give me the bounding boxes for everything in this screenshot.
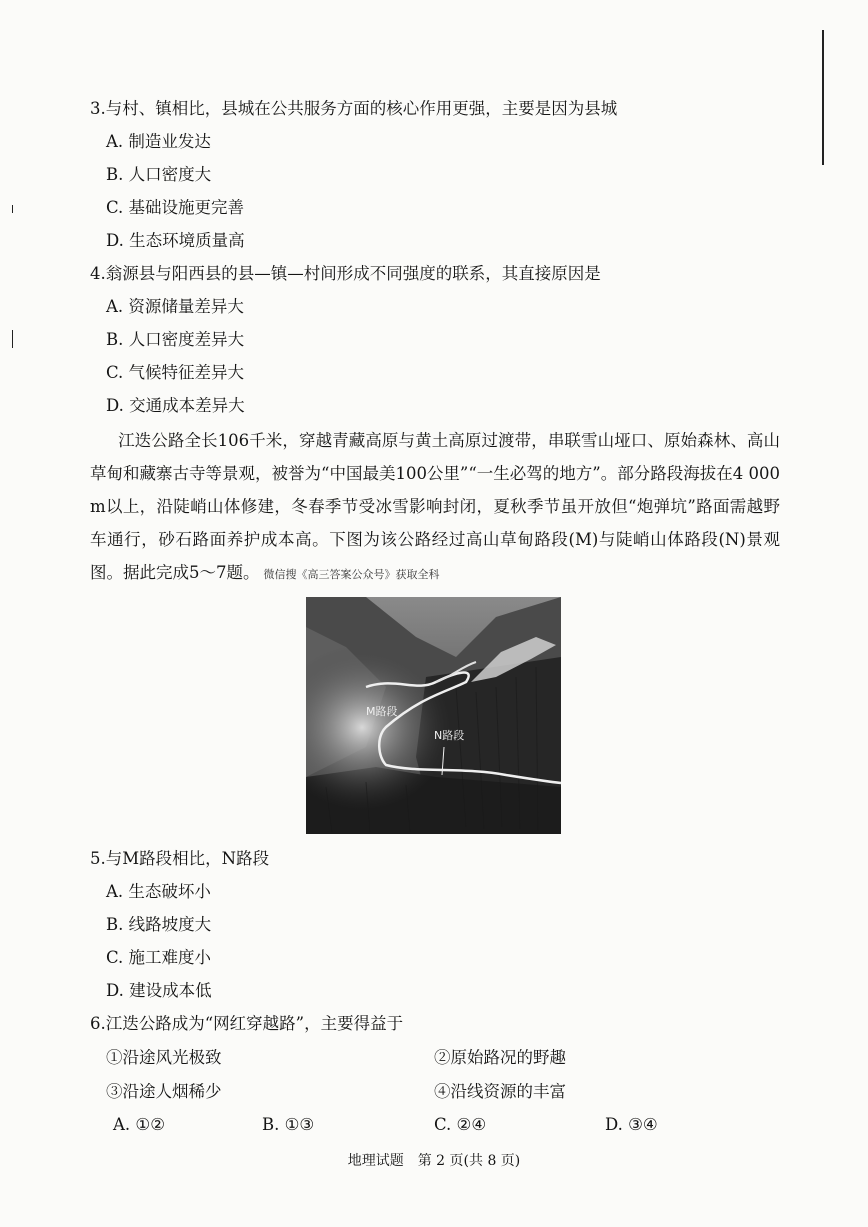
question-5-stem: 5.与M路段相比，N路段 <box>90 849 270 868</box>
question-5-option-a: A. 生态破坏小 <box>106 882 211 901</box>
question-6-item-3: ③沿途人烟稀少 <box>106 1082 222 1101</box>
label-m-road-section: M路段 <box>366 705 398 718</box>
scan-edge-mark <box>12 330 13 348</box>
question-6-choice-d: D. ③④ <box>605 1115 658 1134</box>
question-3-option-b: B. 人口密度大 <box>106 165 212 184</box>
landscape-photo-drawing <box>306 597 561 834</box>
question-6-choice-c: C. ②④ <box>434 1115 487 1134</box>
scan-edge-line <box>822 30 824 165</box>
label-n-road-section: N路段 <box>434 729 465 742</box>
question-3-option-d: D. 生态环境质量高 <box>106 231 245 250</box>
landscape-photo <box>306 597 561 834</box>
question-6-choice-a: A. ①② <box>113 1115 165 1134</box>
question-5-option-b: B. 线路坡度大 <box>106 915 212 934</box>
reading-passage <box>90 424 780 591</box>
page-footer: 地理试题 第 2 页(共 8 页) <box>347 1153 521 1169</box>
passage-text: 江迭公路全长106千米，穿越青藏高原与黄土高原过渡带，串联雪山垭口、原始森林、高山草甸和藏寨古寺等景观，被誉为“中国最美100公里”“一生必驾的地方”。部分路段海拔在4 000 m以上，沿陡峭山体修建，冬春季节受冰雪影响封闭，夏秋季节虽开放但“炮弹坑”路面需越野车通行，砂石路面养护成本高。下图为该公路经过高山草甸路段(M)与陡峭山体路段(N)景观图。据此完成5～7题。 <box>90 431 780 582</box>
question-4-option-b: B. 人口密度差异大 <box>106 330 245 349</box>
question-4-stem: 4.翁源县与阳西县的县—镇—村间形成不同强度的联系，其直接原因是 <box>90 264 601 283</box>
question-6-item-4: ④沿线资源的丰富 <box>434 1082 566 1101</box>
question-6-item-1: ①沿途风光极致 <box>106 1048 222 1067</box>
question-6-item-2: ②原始路况的野趣 <box>434 1048 566 1067</box>
question-3-option-c: C. 基础设施更完善 <box>106 198 245 217</box>
passage-note: 微信搜《高三答案公众号》获取全科 <box>263 568 440 581</box>
question-3-option-a: A. 制造业发达 <box>106 132 211 151</box>
question-4-option-a: A. 资源储量差异大 <box>106 297 244 316</box>
question-4-option-d: D. 交通成本差异大 <box>106 396 245 415</box>
question-3-stem: 3.与村、镇相比，县城在公共服务方面的核心作用更强，主要是因为县城 <box>90 99 618 118</box>
scan-edge-mark <box>12 205 13 213</box>
question-6-stem: 6.江迭公路成为“网红穿越路”，主要得益于 <box>90 1014 404 1033</box>
question-6-choice-b: B. ①③ <box>262 1115 315 1134</box>
question-4-option-c: C. 气候特征差异大 <box>106 363 245 382</box>
question-5-option-d: D. 建设成本低 <box>106 981 212 1000</box>
question-5-option-c: C. 施工难度小 <box>106 948 212 967</box>
